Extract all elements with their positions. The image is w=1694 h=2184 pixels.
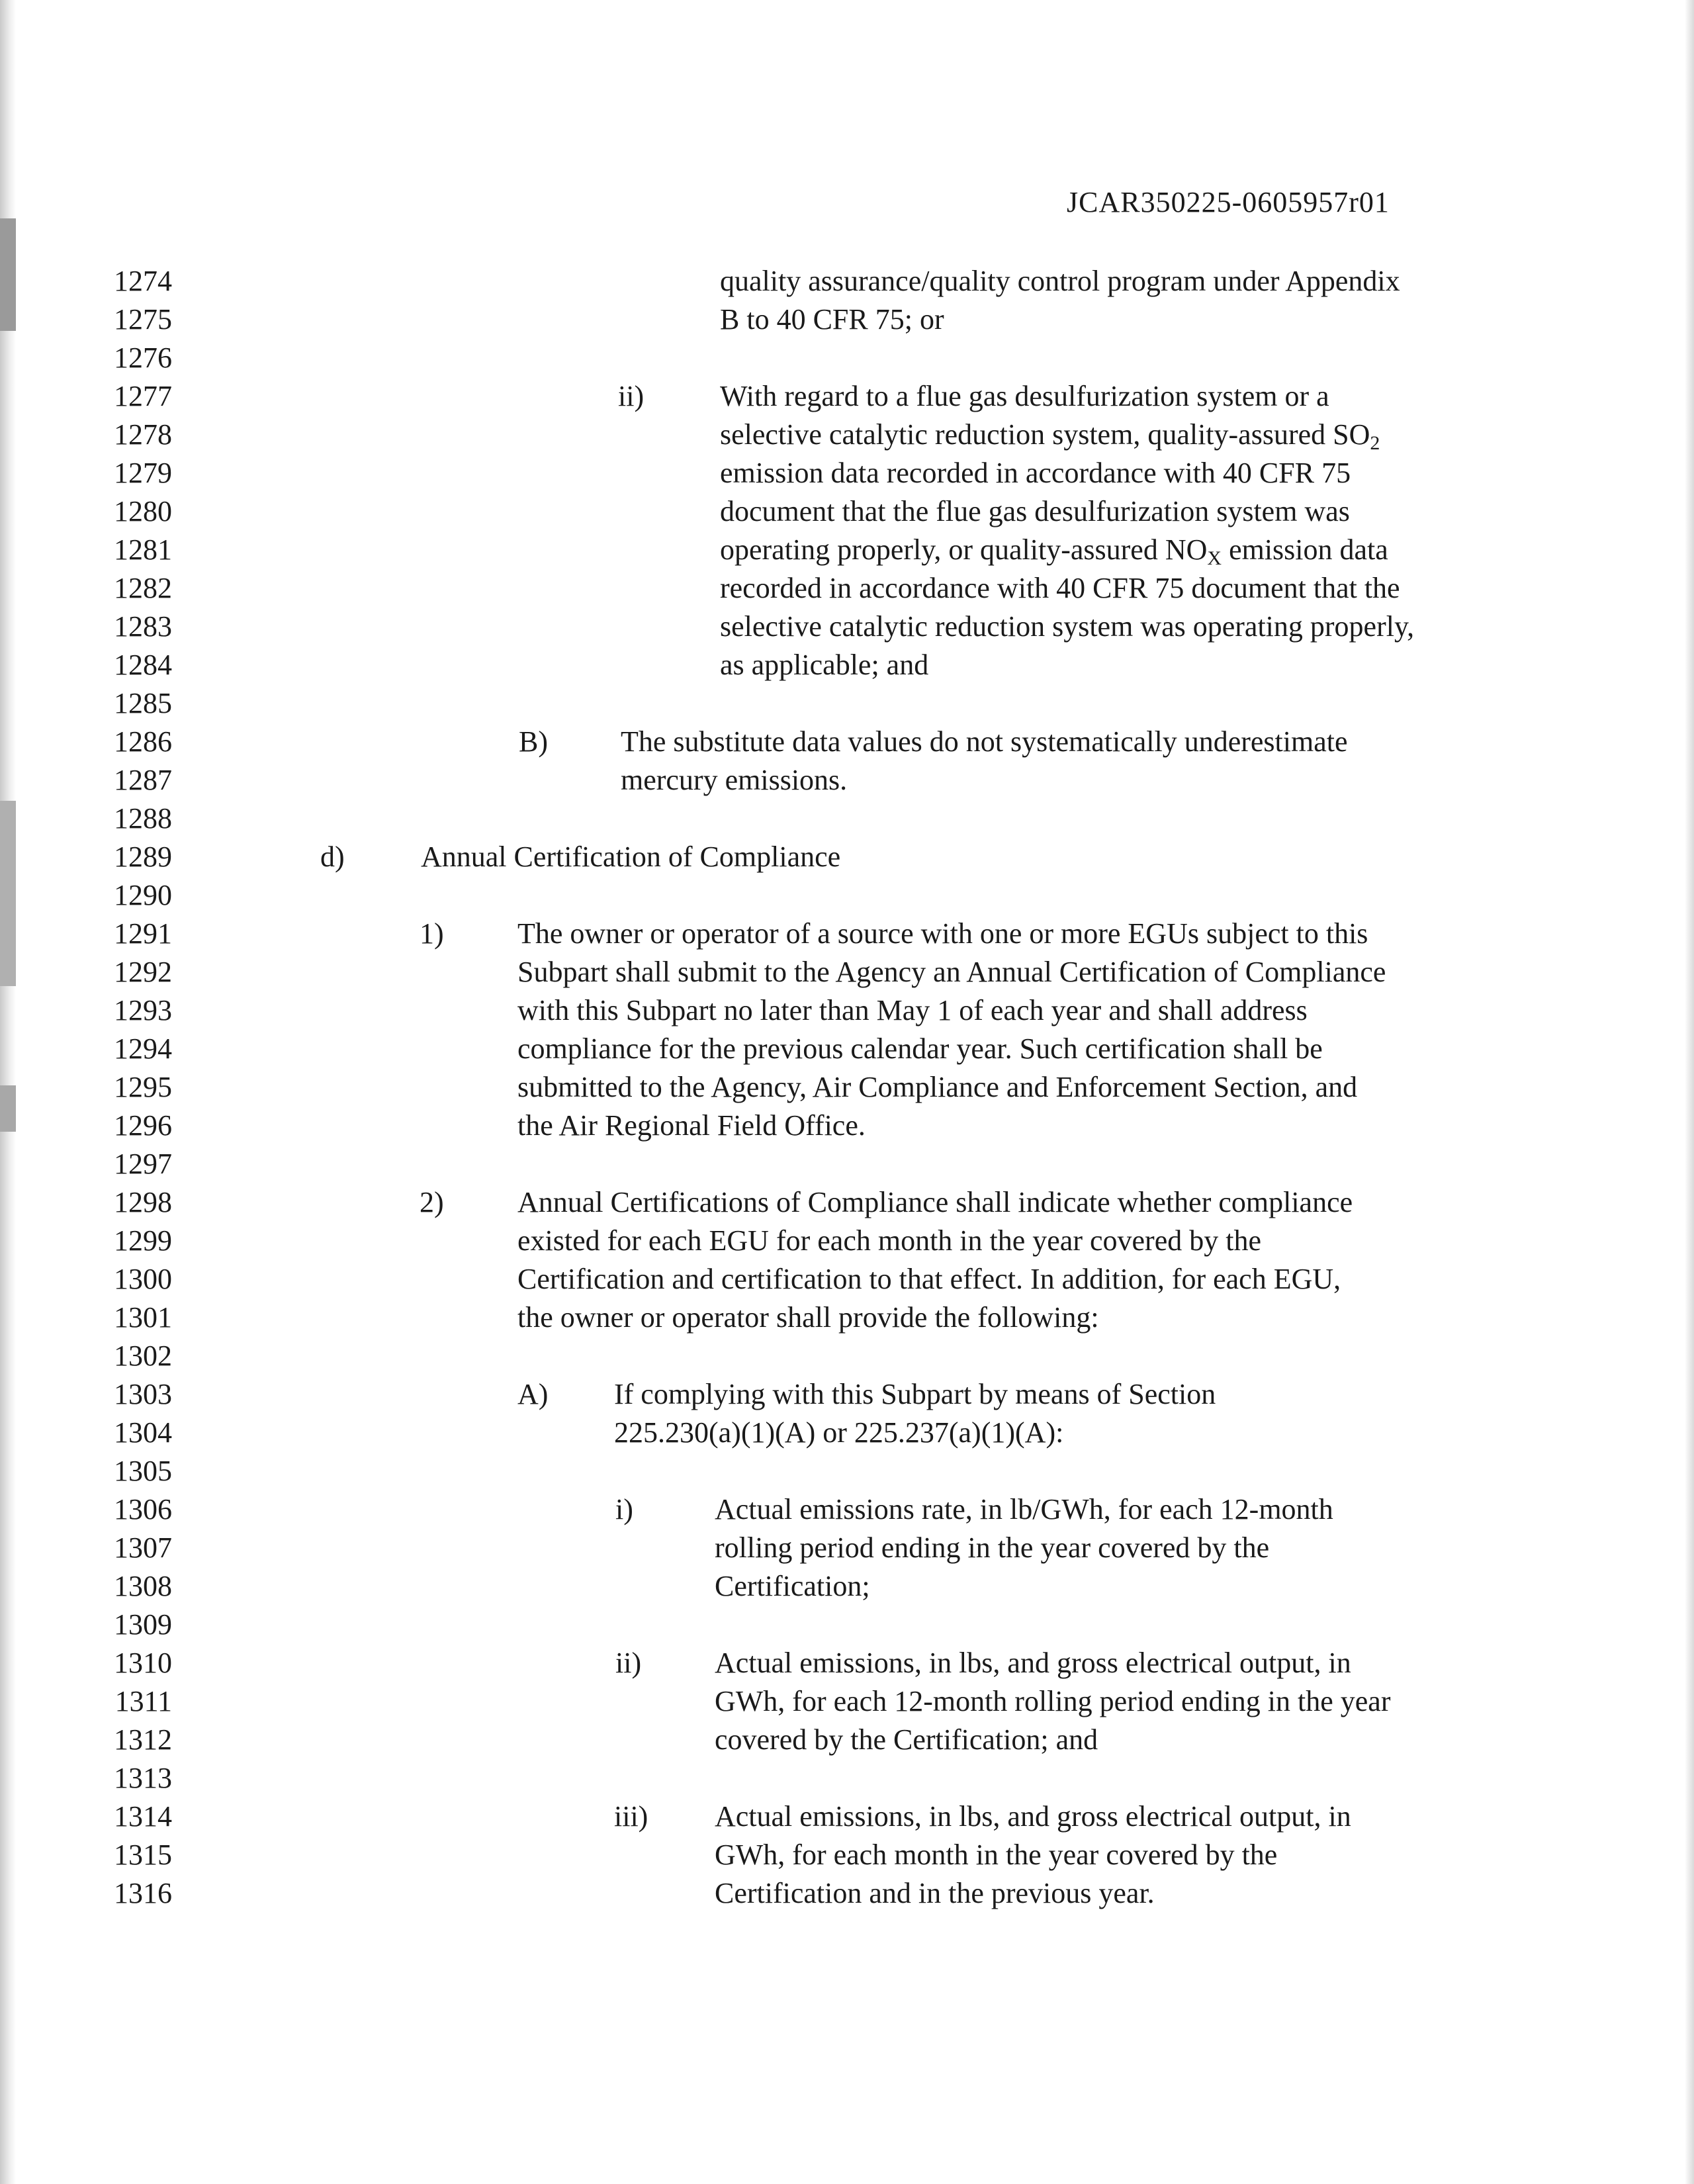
clause-label: B)	[519, 725, 548, 758]
line-number: 1291	[114, 917, 172, 950]
clause-text-line: emission data recorded in accordance with 40 CFR 75	[720, 457, 1351, 489]
clause-text-line: Certification;	[715, 1570, 870, 1602]
clause-text-line: The substitute data values do not systematically underestimate	[621, 725, 1348, 758]
line-number: 1281	[114, 533, 172, 566]
clause-label: 2)	[420, 1186, 444, 1218]
clause-label: iii)	[614, 1800, 648, 1833]
line-number: 1305	[114, 1455, 172, 1487]
scan-edge-left	[0, 0, 16, 2184]
line-number: 1282	[114, 572, 172, 604]
line-number: 1294	[114, 1032, 172, 1065]
line-number: 1290	[114, 879, 172, 911]
clause-text-line: Subpart shall submit to the Agency an Annual Certification of Compliance	[517, 956, 1386, 988]
clause-text-line: submitted to the Agency, Air Compliance and Enforcement Section, and	[517, 1071, 1358, 1103]
line-number: 1287	[114, 764, 172, 796]
subscript: 2	[1370, 432, 1380, 454]
clause-text-line: selective catalytic reduction system, quality-assured $SO_2$	[720, 418, 1380, 454]
clause-label: 1)	[420, 917, 444, 950]
line-number: 1303	[114, 1378, 172, 1410]
line-number: 1279	[114, 457, 172, 489]
clause-text-line: existed for each EGU for each month in the year covered by the	[517, 1224, 1261, 1257]
line-number: 1275	[114, 303, 172, 336]
line-number: 1298	[114, 1186, 172, 1218]
line-number: 1286	[114, 725, 172, 758]
clause-text-line: compliance for the previous calendar year. Such certification shall be	[517, 1032, 1323, 1065]
clause-text-line: covered by the Certification; and	[715, 1723, 1098, 1756]
clause-text-line: Certification and in the previous year.	[715, 1877, 1155, 1909]
line-number: 1301	[114, 1301, 172, 1334]
subscript: X	[1207, 547, 1222, 569]
clause-text-line: Certification and certification to that effect. In addition, for each EGU,	[517, 1263, 1341, 1295]
line-number: 1280	[114, 495, 172, 527]
clause-text-line: mercury emissions.	[621, 764, 848, 796]
line-number: 1296	[114, 1109, 172, 1142]
line-number: 1276	[114, 341, 172, 374]
line-number: 1310	[114, 1647, 172, 1679]
clause-text-line: operating properly, or quality-assured $NO_X$ emission data	[720, 533, 1388, 569]
line-number: 1299	[114, 1224, 172, 1257]
clause-label: i)	[615, 1493, 633, 1525]
clause-label: ii)	[615, 1647, 642, 1679]
scan-edge-right	[1685, 0, 1694, 2184]
section-heading: Annual Certification of Compliance	[421, 841, 841, 873]
clause-text-line: 225.230(a)(1)(A) or 225.237(a)(1)(A):	[614, 1416, 1064, 1449]
scan-mark	[0, 801, 16, 986]
scan-mark	[0, 1085, 16, 1132]
line-number: 1292	[114, 956, 172, 988]
line-number: 1306	[114, 1493, 172, 1525]
clause-text-line: with this Subpart no later than May 1 of each year and shall address	[517, 994, 1308, 1026]
line-number: 1316	[114, 1877, 172, 1909]
section-label: d)	[320, 841, 345, 873]
line-number: 1284	[114, 649, 172, 681]
line-number: 1285	[114, 687, 172, 719]
clause-text-line: Actual emissions rate, in lb/GWh, for each 12-month	[715, 1493, 1333, 1525]
clause-text-line: as applicable; and	[720, 649, 929, 681]
line-number: 1293	[114, 994, 172, 1026]
line-number: 1313	[114, 1762, 172, 1794]
scan-mark	[0, 218, 16, 331]
line-number: 1308	[114, 1570, 172, 1602]
line-number: 1309	[114, 1608, 172, 1641]
clause-text-line: document that the flue gas desulfurization system was	[720, 495, 1350, 527]
line-number: 1297	[114, 1148, 172, 1180]
clause-text-line: Annual Certifications of Compliance shall indicate whether compliance	[517, 1186, 1353, 1218]
line-number: 1302	[114, 1340, 172, 1372]
line-number: 1283	[114, 610, 172, 643]
line-number: 1312	[114, 1723, 172, 1756]
line-number: 1315	[114, 1839, 172, 1871]
line-number: 1300	[114, 1263, 172, 1295]
line-number: 1289	[114, 841, 172, 873]
clause-label: ii)	[618, 380, 645, 412]
clause-text-line: GWh, for each 12-month rolling period ending in the year	[715, 1685, 1391, 1717]
line-number: 1311	[114, 1685, 172, 1717]
clause-text-line: Actual emissions, in lbs, and gross electrical output, in	[715, 1800, 1351, 1833]
clause-text-line: The owner or operator of a source with one or more EGUs subject to this	[517, 917, 1368, 950]
clause-text-line: the Air Regional Field Office.	[517, 1109, 866, 1142]
clause-text-line: B to 40 CFR 75; or	[720, 303, 944, 336]
clause-text-line: the owner or operator shall provide the following:	[517, 1301, 1099, 1334]
clause-label: A)	[517, 1378, 549, 1410]
clause-text-line: GWh, for each month in the year covered by the	[715, 1839, 1278, 1871]
document-id: JCAR350225-0605957r01	[1067, 186, 1390, 218]
clause-text-line: rolling period ending in the year covered by the	[715, 1531, 1270, 1564]
clause-text-line: quality assurance/quality control program under Appendix	[720, 265, 1400, 297]
line-number: 1295	[114, 1071, 172, 1103]
line-number: 1314	[114, 1800, 172, 1833]
line-number: 1278	[114, 418, 172, 451]
line-number: 1288	[114, 802, 172, 835]
line-number: 1307	[114, 1531, 172, 1564]
line-number: 1277	[114, 380, 172, 412]
line-number: 1304	[114, 1416, 172, 1449]
line-number: 1274	[114, 265, 172, 297]
clause-text-line: recorded in accordance with 40 CFR 75 document that the	[720, 572, 1400, 604]
clause-text-line: With regard to a flue gas desulfurization system or a	[720, 380, 1329, 412]
clause-text-line: selective catalytic reduction system was operating properly,	[720, 610, 1415, 643]
clause-text-line: Actual emissions, in lbs, and gross electrical output, in	[715, 1647, 1351, 1679]
clause-text-line: If complying with this Subpart by means of Section	[614, 1378, 1216, 1410]
